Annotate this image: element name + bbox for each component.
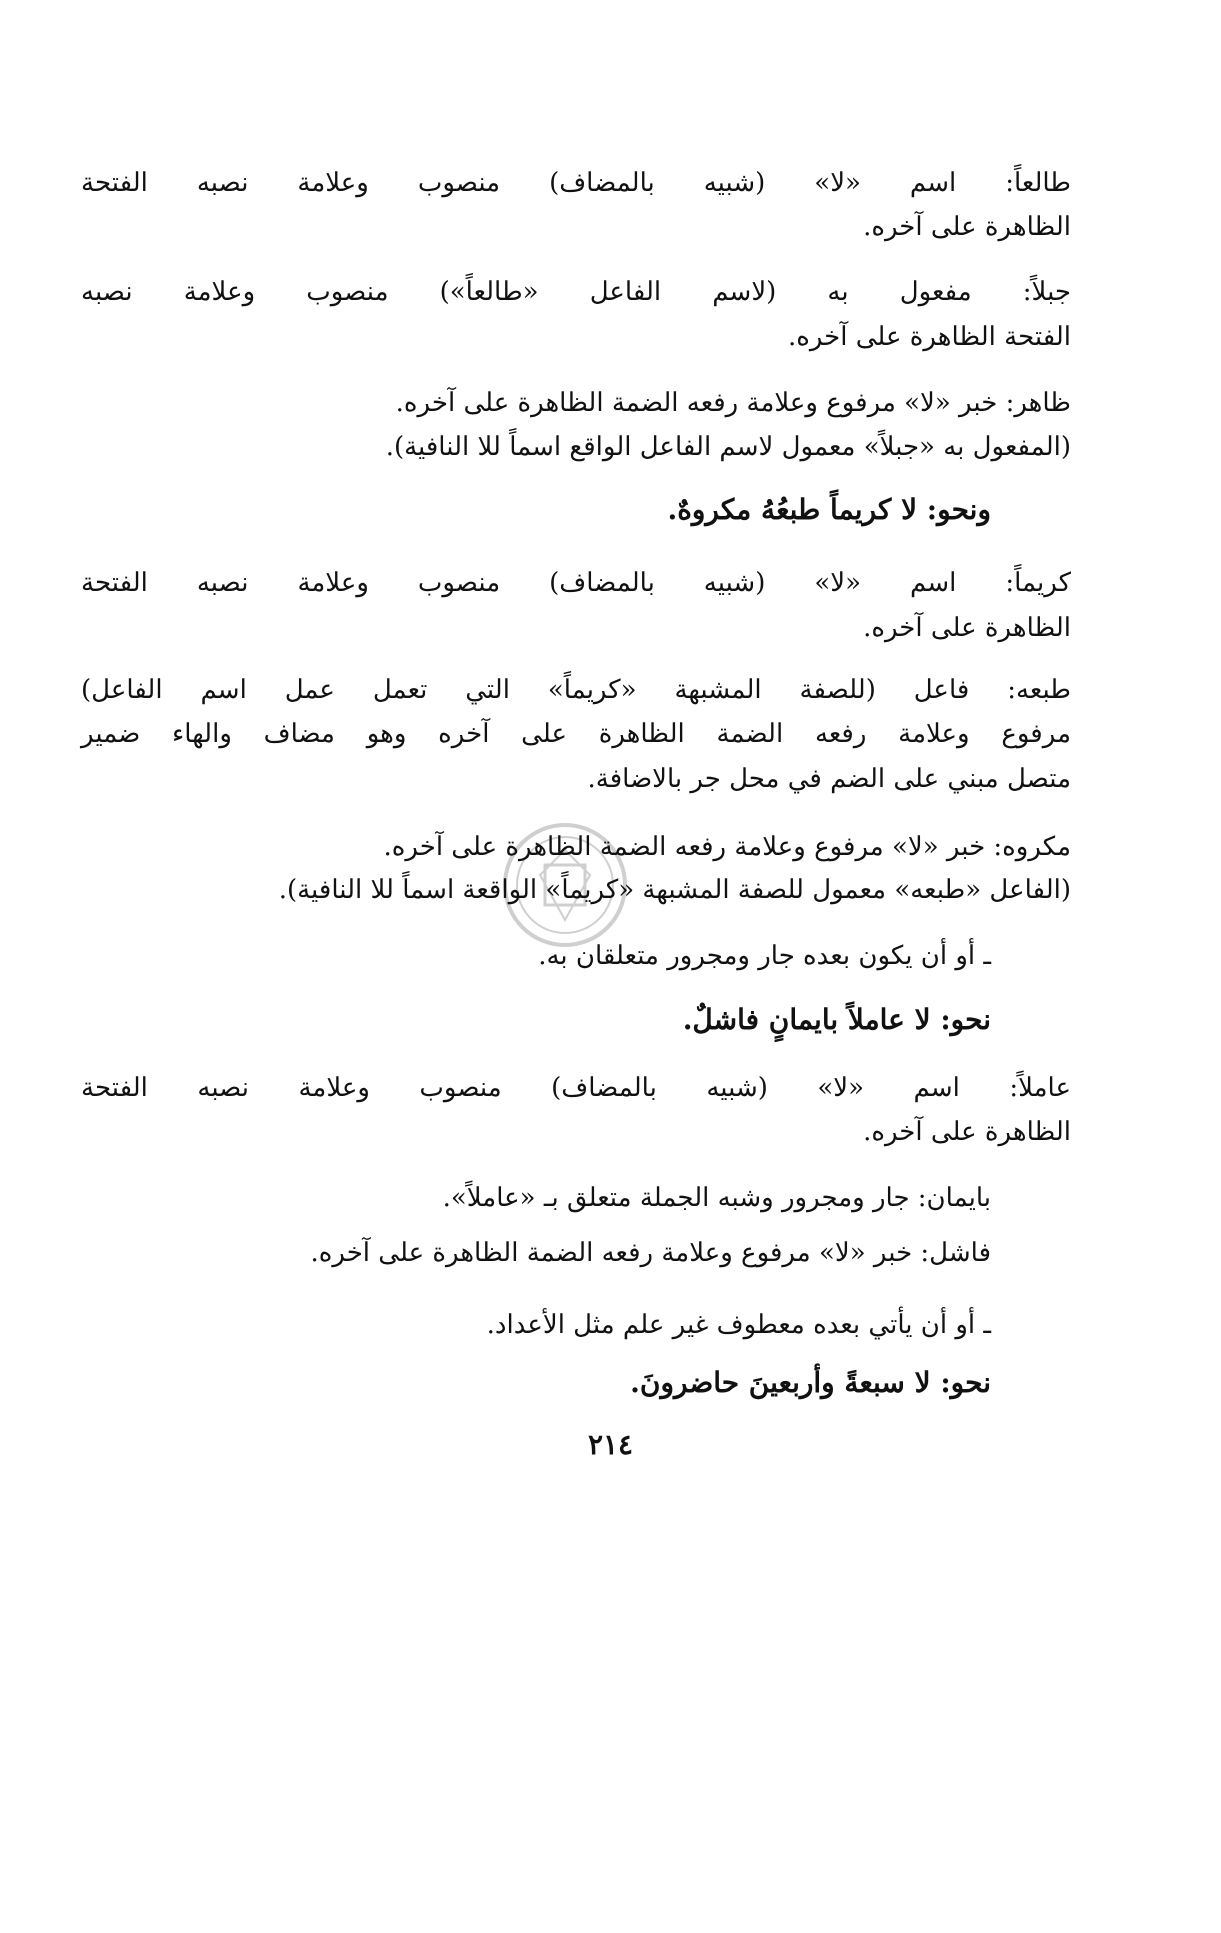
text-line-8: الظاهرة على آخره. (863, 613, 1071, 643)
text-line-5: ظاهر: خبر «لا» مرفوع وعلامة رفعه الضمة الظاهرة على آخره. (395, 388, 1071, 418)
example-line-2: نحو: لا عاملاً بايمانٍ فاشلٌ. (682, 1003, 991, 1036)
text-line-6: (المفعول به «جبلاً» معمول لاسم الفاعل الواقع اسماً للا النافية). (385, 432, 1071, 462)
text-line-1: طالعاً: اسم «لا» (شبيه بالمضاف) منصوب وعلامة نصبه الفتحة (81, 168, 1071, 198)
text-line-9: طبعه: فاعل (للصفة المشبهة «كريماً» التي تعمل عمل اسم الفاعل) (81, 675, 1071, 705)
text-line-12: مكروه: خبر «لا» مرفوع وعلامة رفعه الضمة الظاهرة على آخره. (383, 832, 1071, 862)
example-line-1: ونحو: لا كريماً طبعُهُ مكروهٌ. (667, 493, 991, 526)
text-line-7: كريماً: اسم «لا» (شبيه بالمضاف) منصوب وعلامة نصبه الفتحة (81, 568, 1071, 598)
text-line-16: الظاهرة على آخره. (863, 1117, 1071, 1147)
example-line-3: نحو: لا سبعةً وأربعينَ حاضرونَ. (630, 1366, 991, 1399)
text-line-2: الظاهرة على آخره. (863, 212, 1071, 242)
text-line-19: ـ أو أن يأتي بعده معطوف غير علم مثل الأعداد. (486, 1310, 991, 1340)
text-line-13: (الفاعل «طبعه» معمول للصفة المشبهة «كريماً» الواقعة اسماً للا النافية). (278, 875, 1071, 905)
text-line-17: بايمان: جار ومجرور وشبه الجملة متعلق بـ «عاملاً». (442, 1183, 991, 1213)
page-number: ٢١٤ (587, 1428, 634, 1461)
text-line-14: ـ أو أن يكون بعده جار ومجرور متعلقان به. (538, 941, 991, 971)
text-line-10: مرفوع وعلامة رفعه الضمة الظاهرة على آخره وهو مضاف والهاء ضمير (81, 719, 1071, 749)
text-line-11: متصل مبني على الضم في محل جر بالاضافة. (587, 764, 1071, 794)
text-line-3: جبلاً: مفعول به (لاسم الفاعل «طالعاً») منصوب وعلامة نصبه (81, 277, 1071, 307)
text-line-18: فاشل: خبر «لا» مرفوع وعلامة رفعه الضمة الظاهرة على آخره. (310, 1238, 991, 1268)
text-line-15: عاملاً: اسم «لا» (شبيه بالمضاف) منصوب وعلامة نصبه الفتحة (81, 1073, 1071, 1103)
text-line-4: الفتحة الظاهرة على آخره. (787, 322, 1071, 352)
